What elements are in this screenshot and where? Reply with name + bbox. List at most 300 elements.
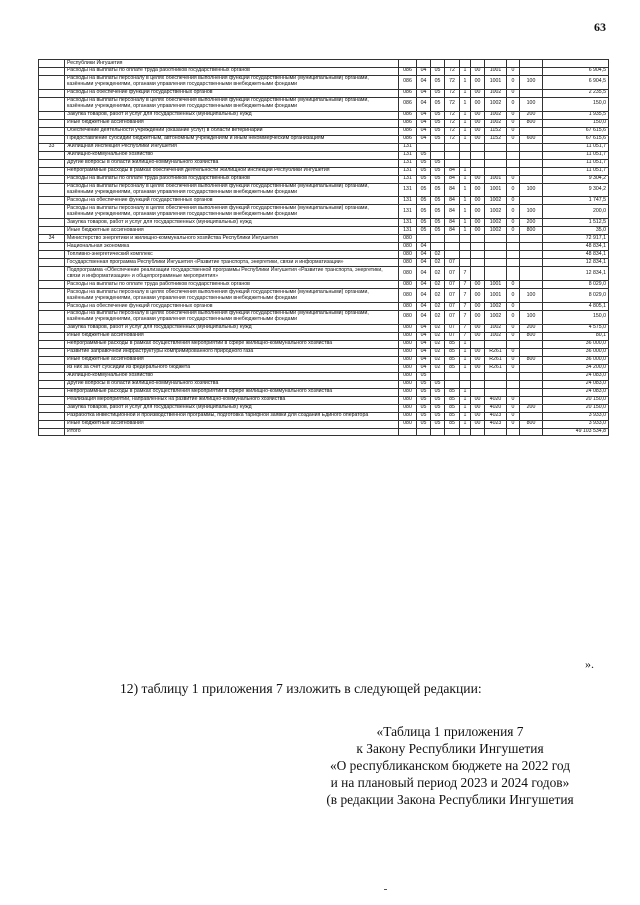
cell-pr: 05 <box>431 175 445 183</box>
cell-c3: 00 <box>471 303 485 311</box>
cell-c5 <box>507 60 520 68</box>
cell-pr: 05 <box>431 119 445 127</box>
cell-rz: 05 <box>417 219 431 227</box>
table-row <box>39 151 609 159</box>
cell-c3: 00 <box>471 219 485 227</box>
cell-c5 <box>507 267 520 281</box>
cell-name: Другие вопросы в области жилищно-коммунального хозяйства <box>65 380 399 388</box>
cell-c5: 0 <box>507 396 520 404</box>
cell-num <box>39 89 65 97</box>
cell-c2 <box>460 251 471 259</box>
cell-name: Министерство энергетики и жилищно-коммунального хозяйства Республики Ингушетия <box>65 235 399 243</box>
cell-gr: 086 <box>399 127 417 135</box>
cell-c2: 1 <box>460 356 471 364</box>
cell-vr <box>520 364 543 372</box>
cell-c4: 4023 <box>485 420 507 428</box>
cell-vr: 100 <box>520 205 543 219</box>
cell-rz: 04 <box>417 267 431 281</box>
cell-c4: 1002 <box>485 303 507 311</box>
cell-pr: 05 <box>431 135 445 143</box>
cell-c4 <box>485 372 507 380</box>
cell-gr: 086 <box>399 67 417 75</box>
cell-c5: 0 <box>507 135 520 143</box>
cell-vr <box>520 89 543 97</box>
cell-name: Закупка товаров, работ и услуг для государственных (муниципальных) нужд <box>65 111 399 119</box>
cell-sum: 1 747,5 <box>543 197 609 205</box>
cell-c3: 00 <box>471 281 485 289</box>
caption-line: (в редакции Закона Республики Ингушетия <box>326 792 574 807</box>
cell-c2: 1 <box>460 175 471 183</box>
table-row <box>39 119 609 127</box>
page-number: 63 <box>594 20 606 34</box>
cell-num <box>39 420 65 428</box>
cell-name: Республики Ингушетия <box>65 60 399 68</box>
cell-pr: 05 <box>431 111 445 119</box>
cell-rz: 05 <box>417 372 431 380</box>
cell-c1: 72 <box>445 97 460 111</box>
cell-vr: 800 <box>520 227 543 235</box>
cell-sum: 9 304,2 <box>543 175 609 183</box>
cell-name: Расходы на выплаты по оплате труда работников государственных органов <box>65 281 399 289</box>
cell-rz: 04 <box>417 289 431 303</box>
cell-num <box>39 259 65 267</box>
cell-c1: 07 <box>445 281 460 289</box>
cell-sum: 12 834,1 <box>543 259 609 267</box>
cell-gr <box>399 428 417 436</box>
cell-num <box>39 175 65 183</box>
cell-sum <box>543 60 609 68</box>
cell-c1: 85 <box>445 356 460 364</box>
cell-num <box>39 227 65 235</box>
cell-c3 <box>471 251 485 259</box>
cell-vr <box>520 340 543 348</box>
cell-c1: 07 <box>445 324 460 332</box>
cell-pr: 05 <box>431 388 445 396</box>
cell-c2: 1 <box>460 412 471 420</box>
cell-rz: 05 <box>417 227 431 235</box>
cell-gr: 086 <box>399 75 417 89</box>
scan-speck <box>384 889 387 890</box>
cell-gr: 080 <box>399 324 417 332</box>
cell-c2: 1 <box>460 404 471 412</box>
cell-c4: 1001 <box>485 175 507 183</box>
cell-c3: 00 <box>471 89 485 97</box>
cell-vr: 200 <box>520 111 543 119</box>
cell-vr <box>520 251 543 259</box>
table-row <box>39 235 609 243</box>
cell-c5: 0 <box>507 310 520 324</box>
cell-c4: 4023 <box>485 412 507 420</box>
cell-name: Иные бюджетные ассигнования <box>65 119 399 127</box>
cell-c3: 00 <box>471 111 485 119</box>
cell-c4 <box>485 340 507 348</box>
cell-num <box>39 60 65 68</box>
cell-c1: 85 <box>445 364 460 372</box>
cell-pr: 05 <box>431 89 445 97</box>
table-caption <box>300 723 600 808</box>
cell-gr: 080 <box>399 388 417 396</box>
cell-rz: 04 <box>417 310 431 324</box>
cell-gr: 080 <box>399 267 417 281</box>
table-row <box>39 219 609 227</box>
cell-pr <box>431 372 445 380</box>
table-row <box>39 143 609 151</box>
cell-gr: 086 <box>399 111 417 119</box>
cell-pr: 05 <box>431 167 445 175</box>
cell-gr: 131 <box>399 151 417 159</box>
cell-name: Расходы на выплаты персоналу в целях обеспечения выполнения функций государственными (муниципальными) органами, казёнными учреждениями, органами управления государственными внебюджетными фондами <box>65 97 399 111</box>
cell-name: Непрограммные расходы в рамках осуществления мероприятий в сфере жилищно-коммунального хозяйства <box>65 388 399 396</box>
cell-rz: 05 <box>417 151 431 159</box>
cell-c5 <box>507 235 520 243</box>
cell-c4: 1002 <box>485 332 507 340</box>
cell-vr <box>520 143 543 151</box>
cell-gr: 131 <box>399 175 417 183</box>
cell-num <box>39 97 65 111</box>
cell-c4: R261 <box>485 364 507 372</box>
cell-name: Национальная экономика <box>65 243 399 251</box>
caption-line: «О республиканском бюджете на 2022 год <box>329 758 571 773</box>
cell-sum: 20 150,0 <box>543 396 609 404</box>
cell-name: Расходы на обеспечение функций государственных органов <box>65 197 399 205</box>
cell-c4 <box>485 143 507 151</box>
cell-name: Непрограммные расходы в рамках обеспечения деятельности Жилищной инспекции Республики Ингушетия <box>65 167 399 175</box>
budget-table-body <box>39 60 609 436</box>
table-row <box>39 372 609 380</box>
cell-vr: 200 <box>520 219 543 227</box>
cell-num <box>39 243 65 251</box>
table-row <box>39 205 609 219</box>
cell-c5 <box>507 159 520 167</box>
cell-vr <box>520 388 543 396</box>
cell-c3 <box>471 340 485 348</box>
cell-rz: 04 <box>417 364 431 372</box>
cell-c5: 0 <box>507 119 520 127</box>
cell-gr: 131 <box>399 143 417 151</box>
cell-vr <box>520 243 543 251</box>
cell-gr: 080 <box>399 259 417 267</box>
cell-c1: 84 <box>445 183 460 197</box>
cell-rz: 04 <box>417 356 431 364</box>
table-row <box>39 75 609 89</box>
cell-c3: 00 <box>471 289 485 303</box>
cell-gr: 080 <box>399 364 417 372</box>
cell-num <box>39 219 65 227</box>
cell-num <box>39 119 65 127</box>
cell-vr <box>520 348 543 356</box>
cell-sum: 35,0 <box>543 227 609 235</box>
cell-num <box>39 183 65 197</box>
cell-vr <box>520 259 543 267</box>
cell-name: из них за счет субсидии из федерального бюджета <box>65 364 399 372</box>
cell-c4 <box>485 428 507 436</box>
cell-sum: 8 029,0 <box>543 281 609 289</box>
cell-num <box>39 127 65 135</box>
cell-vr <box>520 428 543 436</box>
cell-c2: 1 <box>460 364 471 372</box>
cell-name: Расходы на выплаты персоналу в целях обеспечения выполнения функций государственными (муниципальными) органами, казёнными учреждениями, органами управления государственными внебюджетными фондами <box>65 75 399 89</box>
cell-rz: 04 <box>417 75 431 89</box>
table-row <box>39 97 609 111</box>
cell-c3 <box>471 267 485 281</box>
cell-sum: 4 805,1 <box>543 303 609 311</box>
table-row <box>39 348 609 356</box>
cell-name: Иные бюджетные ассигнования <box>65 332 399 340</box>
table-row <box>39 197 609 205</box>
cell-c1: 07 <box>445 332 460 340</box>
cell-c5 <box>507 167 520 175</box>
cell-sum: 49 103 534,8 <box>543 428 609 436</box>
cell-pr: 02 <box>431 303 445 311</box>
cell-rz: 04 <box>417 340 431 348</box>
cell-pr: 02 <box>431 340 445 348</box>
cell-c2 <box>460 159 471 167</box>
amendment-instruction: 12) таблицу 1 приложения 7 изложить в следующей редакции: <box>120 681 482 696</box>
cell-num <box>39 340 65 348</box>
cell-pr: 05 <box>431 183 445 197</box>
cell-sum: 80,1 <box>543 332 609 340</box>
cell-rz: 05 <box>417 159 431 167</box>
cell-vr <box>520 267 543 281</box>
cell-c1: 85 <box>445 396 460 404</box>
cell-gr: 080 <box>399 243 417 251</box>
cell-c1: 72 <box>445 135 460 143</box>
cell-c2: 1 <box>460 219 471 227</box>
cell-c5 <box>507 428 520 436</box>
table-row <box>39 310 609 324</box>
cell-pr: 02 <box>431 324 445 332</box>
cell-pr <box>431 235 445 243</box>
caption-line: и на плановый период 2023 и 2024 годов» <box>330 775 570 790</box>
cell-num <box>39 388 65 396</box>
cell-c1: 85 <box>445 412 460 420</box>
cell-pr: 05 <box>431 227 445 235</box>
table-row <box>39 396 609 404</box>
cell-sum: 4 575,0 <box>543 324 609 332</box>
cell-c5: 0 <box>507 303 520 311</box>
cell-c3: 00 <box>471 404 485 412</box>
cell-sum: 67 615,6 <box>543 127 609 135</box>
cell-gr: 131 <box>399 219 417 227</box>
cell-c2: 1 <box>460 348 471 356</box>
cell-c3 <box>471 60 485 68</box>
cell-vr <box>520 303 543 311</box>
cell-num <box>39 197 65 205</box>
table-row <box>39 289 609 303</box>
cell-rz: 04 <box>417 119 431 127</box>
cell-num <box>39 159 65 167</box>
table-row <box>39 420 609 428</box>
cell-c3: 00 <box>471 332 485 340</box>
cell-rz: 05 <box>417 167 431 175</box>
cell-sum: 24 083,0 <box>543 380 609 388</box>
table-row <box>39 183 609 197</box>
cell-c5: 0 <box>507 89 520 97</box>
table-row <box>39 412 609 420</box>
cell-c2: 1 <box>460 227 471 235</box>
cell-c5: 0 <box>507 219 520 227</box>
cell-rz: 04 <box>417 251 431 259</box>
cell-vr <box>520 159 543 167</box>
cell-num <box>39 348 65 356</box>
cell-vr: 200 <box>520 404 543 412</box>
cell-num <box>39 303 65 311</box>
table-row <box>39 356 609 364</box>
cell-c4: R261 <box>485 356 507 364</box>
cell-pr: 05 <box>431 412 445 420</box>
cell-c5: 0 <box>507 332 520 340</box>
cell-num <box>39 404 65 412</box>
cell-rz <box>417 428 431 436</box>
cell-sum: 12 834,1 <box>543 267 609 281</box>
cell-name: Иные бюджетные ассигнования <box>65 420 399 428</box>
table-row <box>39 364 609 372</box>
cell-c5 <box>507 372 520 380</box>
cell-vr: 800 <box>520 119 543 127</box>
cell-num <box>39 251 65 259</box>
cell-c4: R261 <box>485 348 507 356</box>
cell-num <box>39 356 65 364</box>
cell-pr: 05 <box>431 404 445 412</box>
cell-c2: 1 <box>460 420 471 428</box>
cell-name: Обеспечение деятельности учреждений (оказание услуг) в области ветеринарии <box>65 127 399 135</box>
cell-pr: 02 <box>431 267 445 281</box>
cell-c2: 1 <box>460 396 471 404</box>
cell-rz: 05 <box>417 420 431 428</box>
cell-c5 <box>507 151 520 159</box>
table-row <box>39 227 609 235</box>
cell-c2: 1 <box>460 183 471 197</box>
cell-vr <box>520 281 543 289</box>
cell-num <box>39 135 65 143</box>
cell-vr <box>520 235 543 243</box>
cell-c2: 1 <box>460 97 471 111</box>
cell-c3: 00 <box>471 97 485 111</box>
cell-sum: 24 083,0 <box>543 372 609 380</box>
cell-c5: 0 <box>507 420 520 428</box>
cell-name: Закупка товаров, работ и услуг для государственных (муниципальных) нужд <box>65 324 399 332</box>
cell-c1 <box>445 60 460 68</box>
cell-gr: 131 <box>399 159 417 167</box>
cell-rz: 04 <box>417 303 431 311</box>
cell-rz <box>417 235 431 243</box>
cell-c5: 0 <box>507 75 520 89</box>
cell-pr: 02 <box>431 251 445 259</box>
cell-c1: 72 <box>445 67 460 75</box>
cell-num <box>39 364 65 372</box>
cell-vr: 800 <box>520 356 543 364</box>
cell-c2: 1 <box>460 75 471 89</box>
table-row <box>39 60 609 68</box>
cell-name: Разработка инвестиционной и производственной программы, подготовка тарифной заявки для создания Единого оператора <box>65 412 399 420</box>
cell-c1: 84 <box>445 205 460 219</box>
cell-c3 <box>471 167 485 175</box>
cell-pr <box>431 143 445 151</box>
cell-sum: 6 904,5 <box>543 75 609 89</box>
cell-name: Расходы на обеспечение функций государственных органов <box>65 89 399 97</box>
cell-name: Закупка товаров, работ и услуг для государственных (муниципальных) нужд <box>65 404 399 412</box>
cell-c1: 72 <box>445 111 460 119</box>
cell-name: Расходы на выплаты персоналу в целях обеспечения выполнения функций государственными (муниципальными) органами, казёнными учреждениями, органами управления государственными внебюджетными фондами <box>65 289 399 303</box>
cell-c1: 84 <box>445 219 460 227</box>
cell-name: Расходы на выплаты персоналу в целях обеспечения выполнения функций государственными (муниципальными) органами, казёнными учреждениями, органами управления государственными внебюджетными фондами <box>65 205 399 219</box>
cell-c4: 1002 <box>485 119 507 127</box>
cell-c2 <box>460 235 471 243</box>
cell-c4: 4020 <box>485 404 507 412</box>
cell-name: Непрограммные расходы в рамках осуществления мероприятий в сфере жилищно-коммунального хозяйства <box>65 340 399 348</box>
cell-c2: 1 <box>460 111 471 119</box>
cell-c3: 00 <box>471 227 485 235</box>
cell-c5: 0 <box>507 205 520 219</box>
table-row <box>39 259 609 267</box>
cell-vr <box>520 60 543 68</box>
cell-vr <box>520 380 543 388</box>
cell-num <box>39 412 65 420</box>
cell-name: Предоставление субсидий бюджетным, автономным учреждениям и иным некоммерческим организациям <box>65 135 399 143</box>
cell-c3 <box>471 259 485 267</box>
cell-gr: 080 <box>399 303 417 311</box>
cell-c5: 0 <box>507 348 520 356</box>
cell-c3: 00 <box>471 310 485 324</box>
cell-c4 <box>485 243 507 251</box>
cell-c4: 1002 <box>485 324 507 332</box>
cell-sum: 20 150,0 <box>543 404 609 412</box>
cell-c1: 85 <box>445 420 460 428</box>
cell-pr: 02 <box>431 364 445 372</box>
table-row <box>39 167 609 175</box>
cell-c1: 07 <box>445 303 460 311</box>
cell-gr: 080 <box>399 404 417 412</box>
cell-c5: 0 <box>507 67 520 75</box>
cell-rz <box>417 143 431 151</box>
cell-c3: 00 <box>471 324 485 332</box>
cell-vr <box>520 372 543 380</box>
cell-c2: 7 <box>460 310 471 324</box>
cell-c1: 07 <box>445 310 460 324</box>
table-row <box>39 404 609 412</box>
cell-c4 <box>485 388 507 396</box>
cell-pr: 02 <box>431 348 445 356</box>
cell-vr <box>520 412 543 420</box>
cell-vr <box>520 151 543 159</box>
cell-c1 <box>445 428 460 436</box>
cell-sum: 1 935,5 <box>543 111 609 119</box>
cell-c1: 85 <box>445 340 460 348</box>
cell-c4 <box>485 235 507 243</box>
cell-num: 34 <box>39 235 65 243</box>
cell-c5: 0 <box>507 289 520 303</box>
cell-name: Топливно-энергетический комплекс <box>65 251 399 259</box>
cell-c4: 1002 <box>485 97 507 111</box>
cell-c1: 07 <box>445 267 460 281</box>
table-row <box>39 303 609 311</box>
cell-pr <box>431 151 445 159</box>
cell-c4: 4020 <box>485 396 507 404</box>
table-row <box>39 175 609 183</box>
cell-pr: 02 <box>431 281 445 289</box>
cell-c2: 7 <box>460 332 471 340</box>
cell-name: Иные бюджетные ассигнования <box>65 356 399 364</box>
cell-c5: 0 <box>507 227 520 235</box>
cell-c2 <box>460 380 471 388</box>
cell-vr: 100 <box>520 183 543 197</box>
cell-c1 <box>445 143 460 151</box>
cell-name: Развитие заправочной инфраструктуры компримированного природного газа <box>65 348 399 356</box>
cell-name: Расходы на выплаты персоналу в целях обеспечения выполнения функций государственными (муниципальными) органами, казёнными учреждениями, органами управления государственными внебюджетными фондами <box>65 310 399 324</box>
table-row <box>39 89 609 97</box>
cell-sum: 150,0 <box>543 119 609 127</box>
cell-vr: 800 <box>520 332 543 340</box>
